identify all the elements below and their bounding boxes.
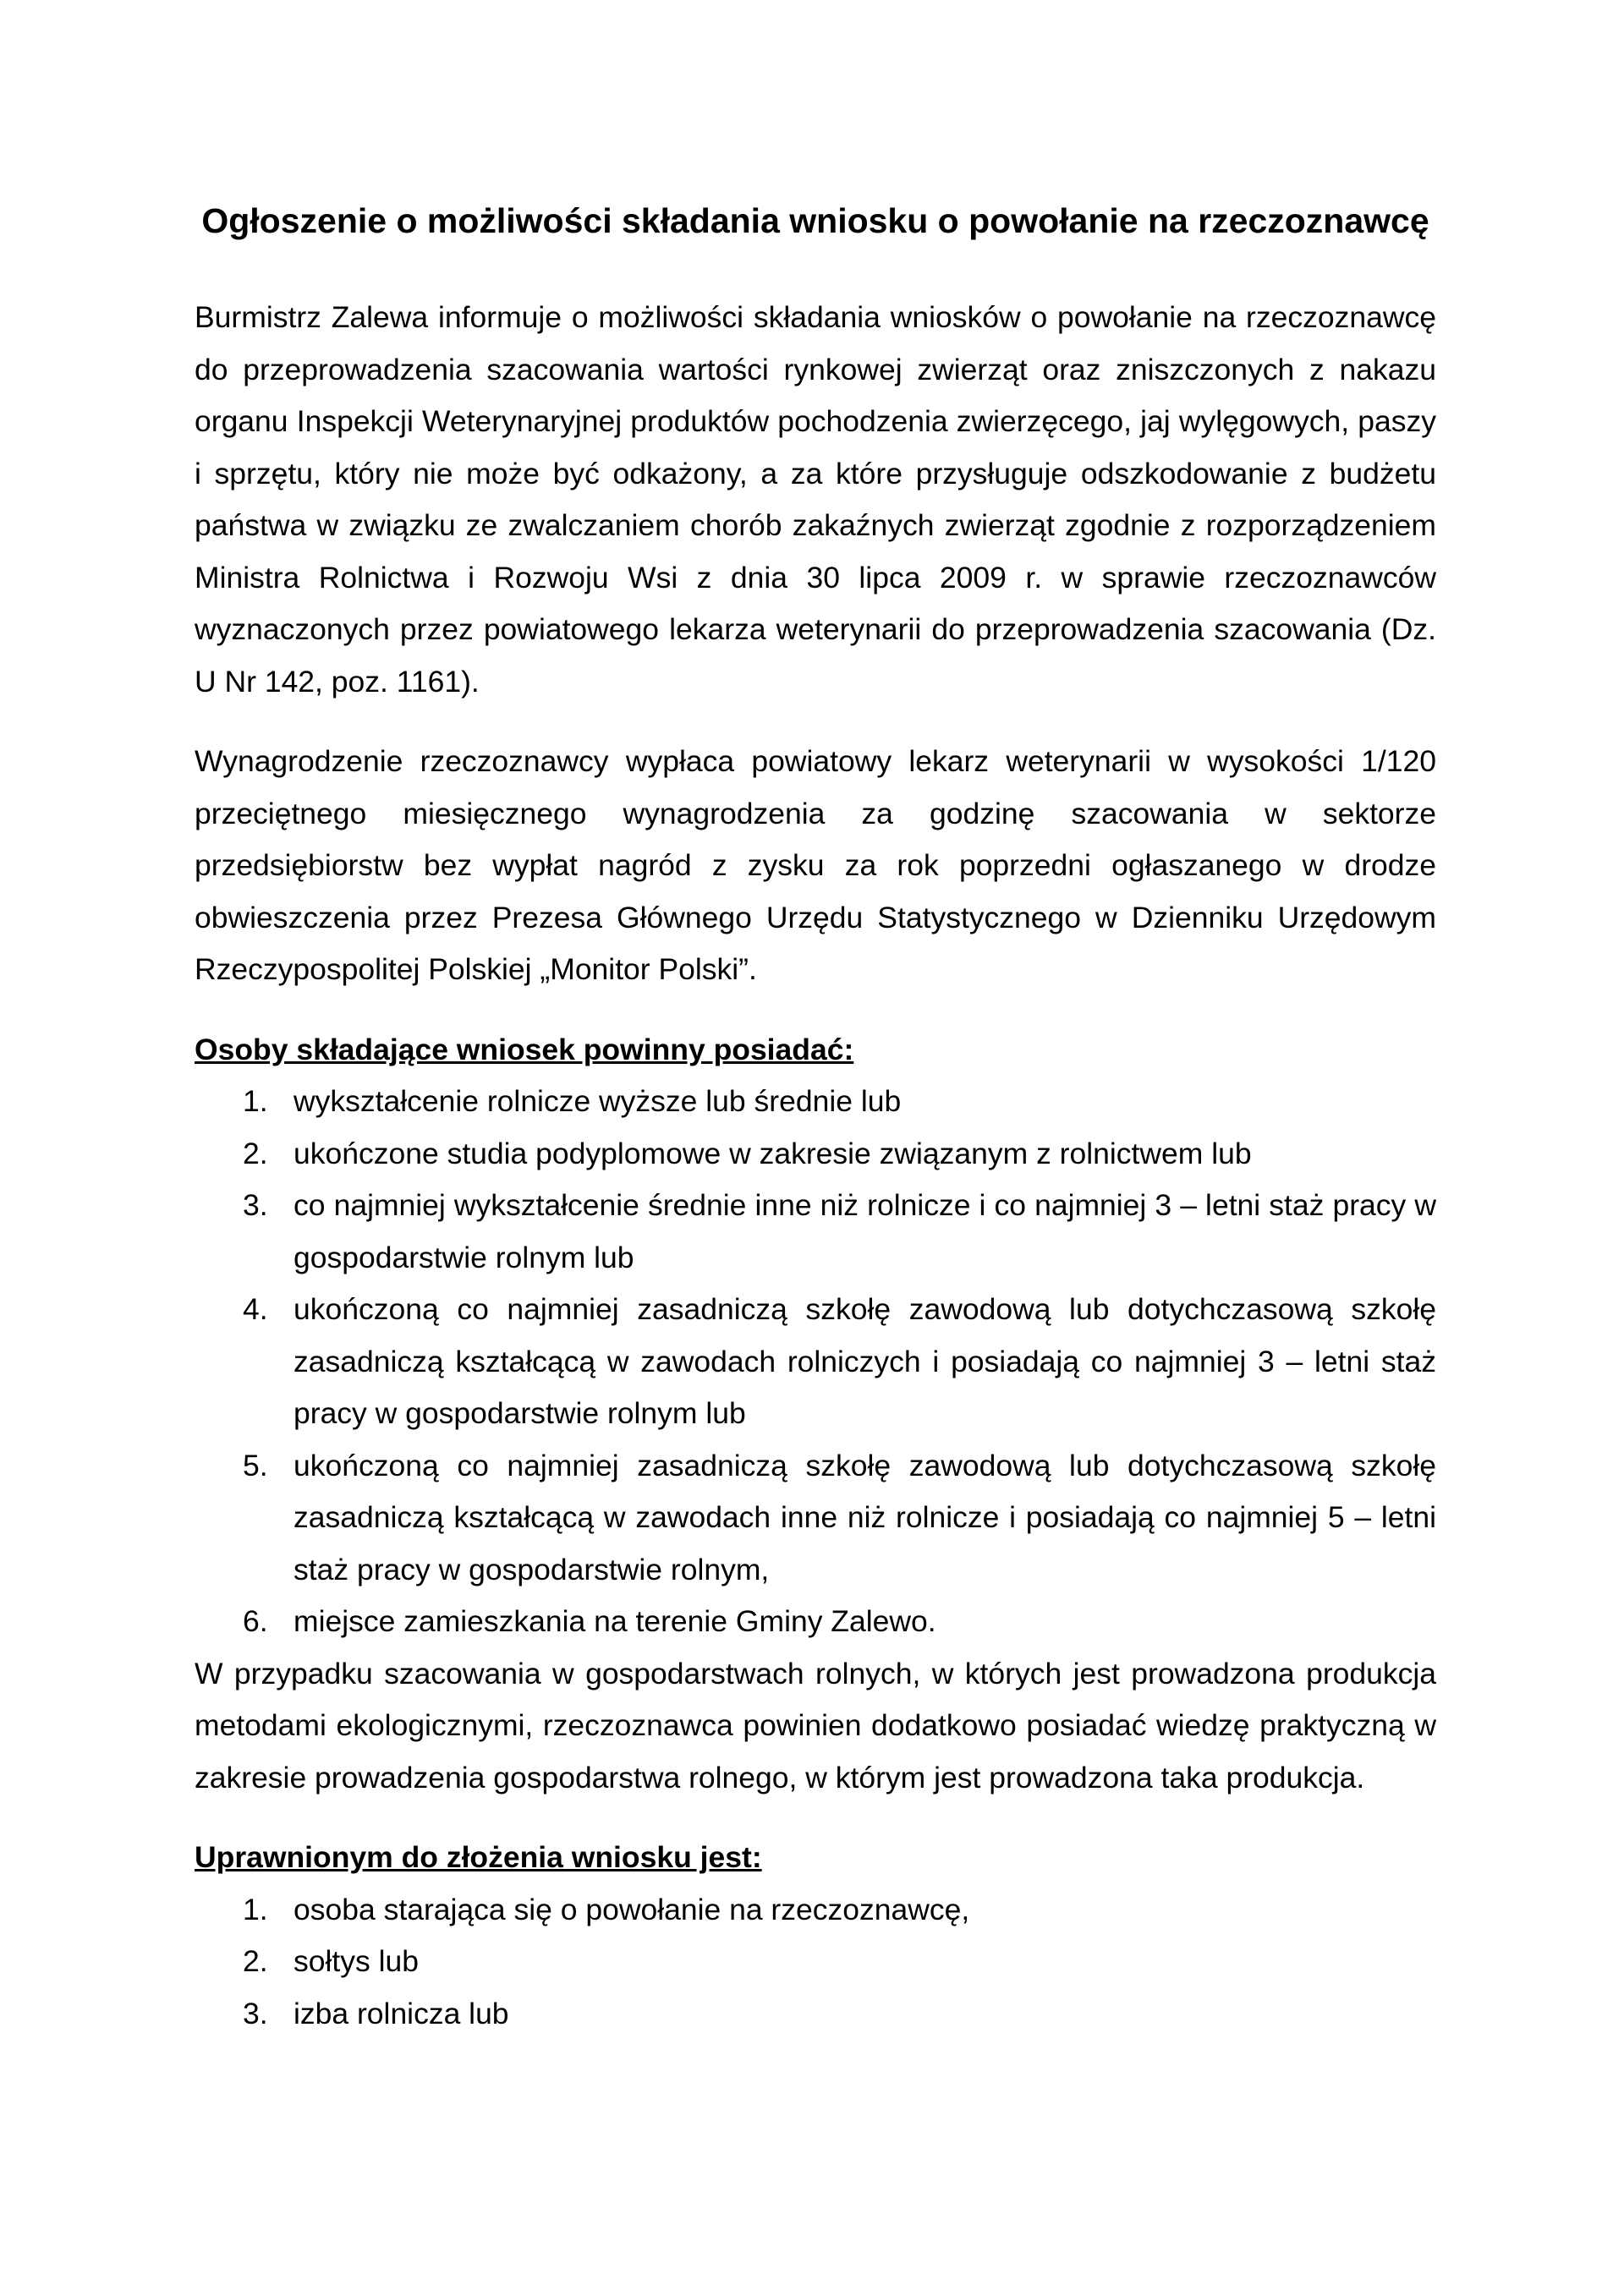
requirements-list — [195, 1076, 1436, 1648]
eligible-applicants-section — [195, 1832, 1436, 2040]
list-item-number: 1. — [243, 1084, 268, 1118]
list-item-number: 2. — [243, 1136, 268, 1170]
list-item-text: sołtys lub — [294, 1944, 419, 1978]
list-item — [195, 1884, 1436, 1937]
document-title: Ogłoszenie o możliwości składania wniosku o powołanie na rzeczoznawcę — [201, 201, 1429, 240]
list-item-text: miejsce zamieszkania na terenie Gminy Zalewo. — [294, 1604, 936, 1638]
requirements-heading: Osoby składające wniosek powinny posiadać: — [195, 1032, 854, 1066]
list-item-text: co najmniej wykształcenie średnie inne niż rolnicze i co najmniej 3 – letni staż pracy w gospodarstwie rolnym lub — [294, 1188, 1436, 1274]
list-item — [195, 1440, 1436, 1597]
list-item — [195, 1284, 1436, 1440]
list-item-text: ukończoną co najmniej zasadniczą szkołę zawodową lub dotychczasową szkołę zasadniczą kształcącą w zawodach inne niż rolnicze i posiadają co najmniej 5 – letni staż pracy w gospodarstwie rolnym, — [294, 1448, 1436, 1586]
list-item-number: 2. — [243, 1944, 268, 1978]
list-item-number: 3. — [243, 1188, 268, 1222]
list-item-number: 1. — [243, 1892, 268, 1926]
list-item — [195, 1076, 1436, 1128]
list-item-number: 5. — [243, 1448, 268, 1482]
list-item-number: 4. — [243, 1292, 268, 1326]
list-item — [195, 1596, 1436, 1648]
requirements-section — [195, 1024, 1436, 1648]
intro-paragraph: Burmistrz Zalewa informuje o możliwości składania wniosków o powołanie na rzeczoznawcę do przeprowadzenia szacowania wartości rynkowej zwierząt oraz zniszczonych z nakazu organu Inspekcji Weterynaryjnej produktów pochodzenia zwierzęcego, jaj wylęgowych, paszy i sprzętu, który nie może być odkażony, a za które przysługuje odszkodowanie z budżetu państwa w związku ze zwalczaniem chorób zakaźnych zwierząt zgodnie z rozporządzeniem Ministra Rolnictwa i Rozwoju Wsi z dnia 30 lipca 2009 r. w sprawie rzeczoznawców wyznaczonych przez powiatowego lekarza weterynarii do przeprowadzenia szacowania (Dz. U Nr 142, poz. 1161). — [195, 300, 1436, 699]
list-item-number: 6. — [243, 1604, 268, 1638]
list-item-text: osoba starająca się o powołanie na rzeczoznawcę, — [294, 1892, 970, 1926]
list-item-text: izba rolnicza lub — [294, 1996, 509, 2030]
ecological-paragraph: W przypadku szacowania w gospodarstwach rolnych, w których jest prowadzona produkcja metodami ekologicznymi, rzeczoznawca powinien dodatkowo posiadać wiedzę praktyczną w zakresie prowadzenia gospodarstwa rolnego, w którym jest prowadzona taka produkcja. — [195, 1656, 1436, 1795]
list-item-text: ukończone studia podyplomowe w zakresie związanym z rolnictwem lub — [294, 1136, 1252, 1170]
eligible-applicants-heading: Uprawnionym do złożenia wniosku jest: — [195, 1840, 762, 1874]
list-item — [195, 1128, 1436, 1181]
list-item — [195, 1936, 1436, 1988]
list-item-number: 3. — [243, 1996, 268, 2030]
list-item — [195, 1988, 1436, 2041]
list-item — [195, 1180, 1436, 1284]
remuneration-paragraph: Wynagrodzenie rzeczoznawcy wypłaca powiatowy lekarz weterynarii w wysokości 1/120 przeciętnego miesięcznego wynagrodzenia za godzinę szacowania w sektorze przedsiębiorstw bez wypłat nagród z zysku za rok poprzedni ogłaszanego w drodze obwieszczenia przez Prezesa Głównego Urzędu Statystycznego w Dzienniku Urzędowym Rzeczypospolitej Polskiej „Monitor Polski”. — [195, 744, 1436, 986]
list-item-text: wykształcenie rolnicze wyższe lub średnie lub — [294, 1084, 902, 1118]
list-item-text: ukończoną co najmniej zasadniczą szkołę zawodową lub dotychczasową szkołę zasadniczą kształcącą w zawodach rolniczych i posiadają co najmniej 3 – letni staż pracy w gospodarstwie rolnym lub — [294, 1292, 1436, 1430]
eligible-applicants-list — [195, 1884, 1436, 2041]
